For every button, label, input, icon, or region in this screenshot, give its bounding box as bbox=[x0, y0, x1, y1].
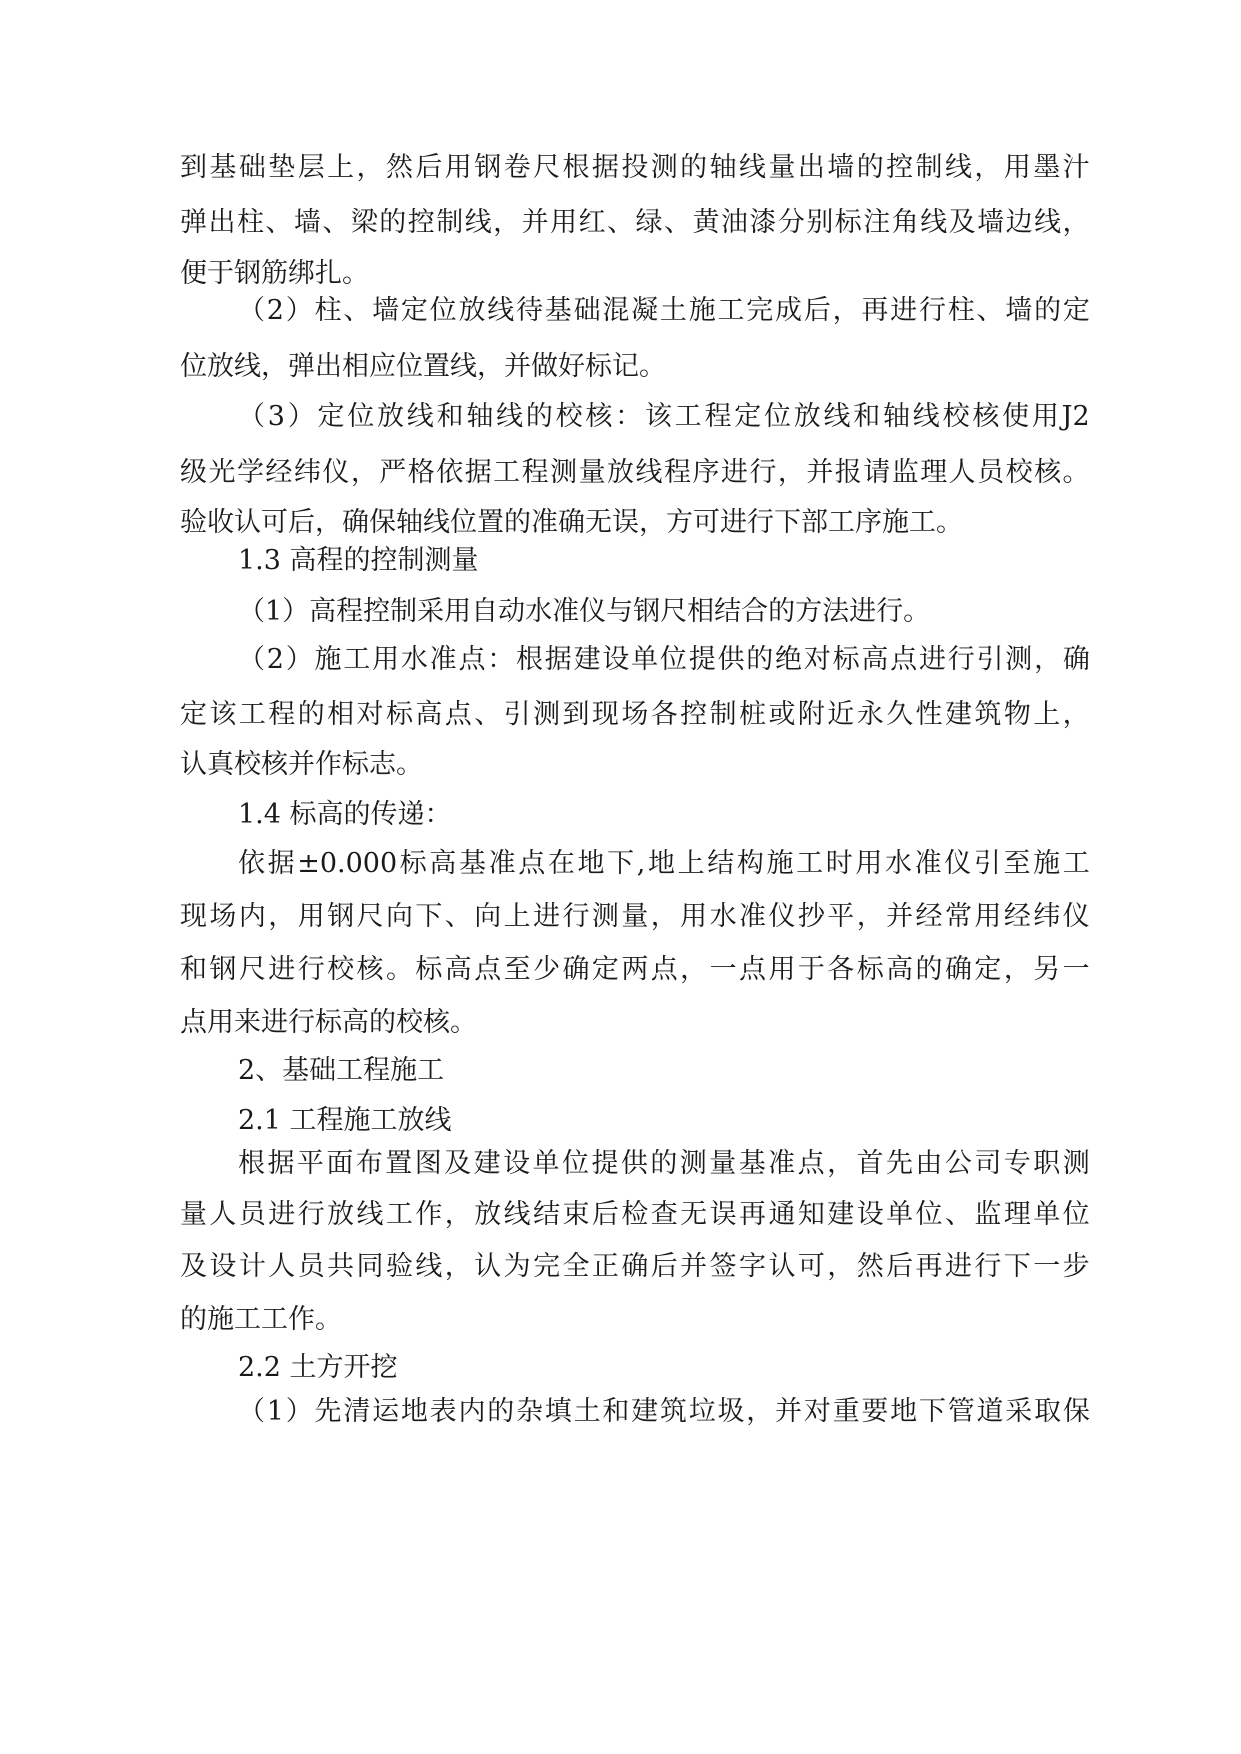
paragraph-line: 验收认可后，确保轴线位置的准确无误，方可进行下部工序施工。 bbox=[180, 507, 963, 538]
paragraph-line: （ 3 ） 定 位 放 线 和 轴 线 的 校 核 ： 该 工 程 定 位 放 线 和 轴 线 校 核 使 用 J2 bbox=[238, 401, 1090, 432]
paragraph-line: 级 光 学 经 纬 仪 ， 严 格 依 据 工 程 测 量 放 线 程 序 进 行 ， 并 报 请 监 理 人 员 校 核 。 bbox=[180, 457, 1090, 488]
paragraph-line: 点用来进行标高的校核。 bbox=[180, 1007, 477, 1038]
paragraph-line: 2.2 土方开挖 bbox=[238, 1352, 398, 1383]
paragraph-line: 和 钢 尺 进 行 校 核 。 标 高 点 至 少 确 定 两 点 ， 一 点 用 于 各 标 高 的 确 定 ， 另 一 bbox=[180, 954, 1090, 985]
paragraph-line: （ 2 ） 施 工 用 水 准 点 ： 根 据 建 设 单 位 提 供 的 绝 对 标 高 点 进 行 引 测 ， 确 bbox=[238, 644, 1090, 675]
paragraph-line: 根 据 平 面 布 置 图 及 建 设 单 位 提 供 的 测 量 基 准 点 ， 首 先 由 公 司 专 职 测 bbox=[238, 1148, 1090, 1179]
paragraph-line: （ 1 ） 先 清 运 地 表 内 的 杂 填 土 和 建 筑 垃 圾 ， 并 对 重 要 地 下 管 道 采 取 保 bbox=[238, 1396, 1090, 1427]
paragraph-line: 2、基础工程施工 bbox=[238, 1055, 445, 1086]
paragraph-line: 便于钢筋绑扎。 bbox=[180, 258, 369, 289]
paragraph-line: 现 场 内 ， 用 钢 尺 向 下 、 向 上 进 行 测 量 ， 用 水 准 仪 抄 平 ， 并 经 常 用 经 纬 仪 bbox=[180, 901, 1090, 932]
paragraph-line: 1.4 标高的传递： bbox=[238, 799, 452, 830]
paragraph-line: 认真校核并作标志。 bbox=[180, 749, 423, 780]
paragraph-line: 到 基 础 垫 层 上 ， 然 后 用 钢 卷 尺 根 据 投 测 的 轴 线 量 出 墙 的 控 制 线 ， 用 墨 汁 bbox=[180, 152, 1090, 183]
paragraph-line: （1）高程控制采用自动水准仪与钢尺相结合的方法进行。 bbox=[238, 596, 931, 627]
paragraph-line: （ 2 ） 柱 、 墙 定 位 放 线 待 基 础 混 凝 土 施 工 完 成 后 ， 再 进 行 柱 、 墙 的 定 bbox=[238, 295, 1090, 326]
paragraph-line: 1.3 高程的控制测量 bbox=[238, 545, 479, 576]
paragraph-line: 量 人 员 进 行 放 线 工 作 ， 放 线 结 束 后 检 查 无 误 再 通 知 建 设 单 位 、 监 理 单 位 bbox=[180, 1199, 1090, 1230]
paragraph-line: 定 该 工 程 的 相 对 标 高 点 、 引 测 到 现 场 各 控 制 桩 或 附 近 永 久 性 建 筑 物 上 ， bbox=[180, 699, 1090, 730]
paragraph-line: 的施工工作。 bbox=[180, 1304, 342, 1335]
paragraph-line: 依 据 ±0.000 标 高 基 准 点 在 地 下 , 地 上 结 构 施 工 时 用 水 准 仪 引 至 施 工 bbox=[238, 848, 1090, 879]
paragraph-line: 位放线，弹出相应位置线，并做好标记。 bbox=[180, 351, 666, 382]
paragraph-line: 弹 出 柱 、 墙 、 梁 的 控 制 线 ， 并 用 红 、 绿 、 黄 油 漆 分 别 标 注 角 线 及 墙 边 线 ， bbox=[180, 207, 1090, 238]
paragraph-line: 2.1 工程施工放线 bbox=[238, 1105, 452, 1136]
paragraph-line: 及 设 计 人 员 共 同 验 线 ， 认 为 完 全 正 确 后 并 签 字 认 可 ， 然 后 再 进 行 下 一 步 bbox=[180, 1251, 1090, 1282]
